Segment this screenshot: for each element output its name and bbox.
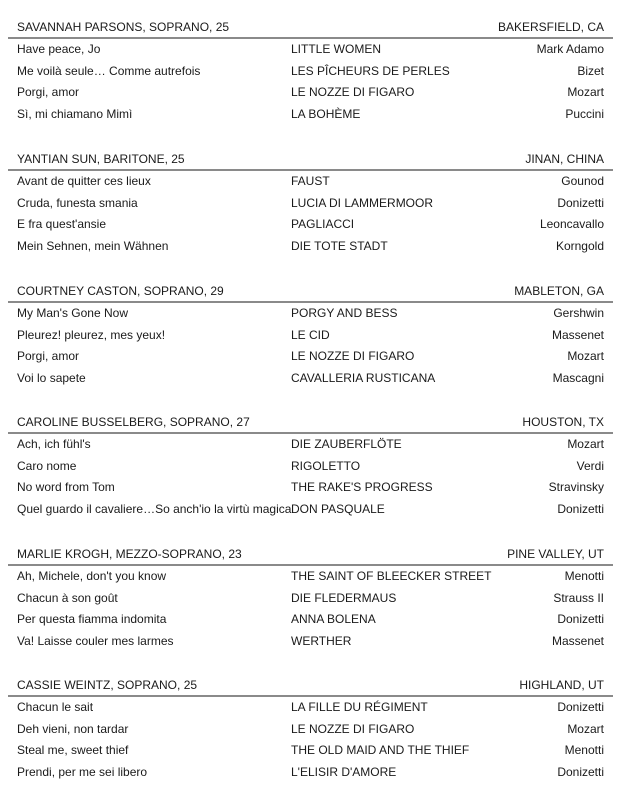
composer-name: Donizetti bbox=[557, 196, 604, 210]
repertoire-row bbox=[0, 239, 619, 259]
repertoire-row bbox=[0, 591, 619, 611]
opera-title: LE NOZZE DI FIGARO bbox=[291, 349, 415, 363]
singer-header bbox=[0, 271, 619, 301]
aria-title: Deh vieni, non tardar bbox=[17, 722, 129, 736]
composer-name: Menotti bbox=[564, 743, 604, 757]
aria-title: Chacun le sait bbox=[17, 700, 94, 714]
opera-title: PORGY AND BESS bbox=[291, 306, 398, 320]
singer-hometown: HIGHLAND, UT bbox=[519, 678, 604, 692]
opera-title: PAGLIACCI bbox=[291, 217, 355, 231]
repertoire-row bbox=[0, 174, 619, 194]
aria-title: E fra quest'ansie bbox=[17, 217, 107, 231]
composer-name: Puccini bbox=[565, 107, 604, 121]
repertoire-row bbox=[0, 634, 619, 654]
aria-title: Chacun à son goût bbox=[17, 591, 118, 605]
divider-rule bbox=[8, 169, 613, 171]
singer-section bbox=[0, 665, 619, 795]
aria-title: Steal me, sweet thief bbox=[17, 743, 129, 757]
composer-name: Strauss II bbox=[553, 591, 604, 605]
composer-name: Mascagni bbox=[552, 371, 604, 385]
composer-name: Mozart bbox=[567, 349, 604, 363]
repertoire-row bbox=[0, 64, 619, 84]
singer-section bbox=[0, 139, 619, 269]
opera-title: THE OLD MAID AND THE THIEF bbox=[291, 743, 470, 757]
opera-title: LUCIA DI LAMMERMOOR bbox=[291, 196, 434, 210]
singer-name: CAROLINE BUSSELBERG, SOPRANO, 27 bbox=[17, 415, 250, 429]
opera-title: DIE FLEDERMAUS bbox=[291, 591, 397, 605]
opera-title: CAVALLERIA RUSTICANA bbox=[291, 371, 436, 385]
singer-name: COURTNEY CASTON, SOPRANO, 29 bbox=[17, 284, 224, 298]
composer-name: Donizetti bbox=[557, 765, 604, 779]
composer-name: Donizetti bbox=[557, 502, 604, 516]
repertoire-row bbox=[0, 569, 619, 589]
singer-hometown: HOUSTON, TX bbox=[522, 415, 604, 429]
opera-title: LE NOZZE DI FIGARO bbox=[291, 85, 415, 99]
divider-rule bbox=[8, 695, 613, 697]
aria-title: Me voilà seule… Comme autrefois bbox=[17, 64, 201, 78]
aria-title: Pleurez! pleurez, mes yeux! bbox=[17, 328, 166, 342]
aria-title: Avant de quitter ces lieux bbox=[17, 174, 151, 188]
repertoire-row bbox=[0, 480, 619, 500]
aria-title: Porgi, amor bbox=[17, 85, 80, 99]
opera-title: FAUST bbox=[291, 174, 330, 188]
composer-name: Gershwin bbox=[553, 306, 604, 320]
singer-name: CASSIE WEINTZ, SOPRANO, 25 bbox=[17, 678, 198, 692]
singer-section bbox=[0, 534, 619, 664]
aria-title: Have peace, Jo bbox=[17, 42, 101, 56]
repertoire-row bbox=[0, 437, 619, 457]
opera-title: DIE TOTE STADT bbox=[291, 239, 388, 253]
aria-title: Cruda, funesta smania bbox=[17, 196, 138, 210]
opera-title: LITTLE WOMEN bbox=[291, 42, 382, 56]
opera-title: L'ELISIR D'AMORE bbox=[291, 765, 397, 779]
aria-title: Per questa fiamma indomita bbox=[17, 612, 167, 626]
aria-title: Caro nome bbox=[17, 459, 77, 473]
singer-header bbox=[0, 7, 619, 37]
opera-title: DON PASQUALE bbox=[291, 502, 385, 516]
singer-hometown: JINAN, CHINA bbox=[525, 152, 604, 166]
aria-title: Mein Sehnen, mein Wähnen bbox=[17, 239, 169, 253]
composer-name: Mozart bbox=[567, 85, 604, 99]
repertoire-row bbox=[0, 328, 619, 348]
divider-rule bbox=[8, 37, 613, 39]
repertoire-row bbox=[0, 196, 619, 216]
repertoire-row bbox=[0, 612, 619, 632]
aria-title: My Man's Gone Now bbox=[17, 306, 128, 320]
singer-header bbox=[0, 402, 619, 432]
composer-name: Mozart bbox=[567, 437, 604, 451]
singer-section bbox=[0, 271, 619, 401]
composer-name: Korngold bbox=[555, 239, 604, 253]
singer-hometown: PINE VALLEY, UT bbox=[507, 547, 604, 561]
aria-title: Va! Laisse couler mes larmes bbox=[17, 634, 174, 648]
singer-name: YANTIAN SUN, BARITONE, 25 bbox=[17, 152, 185, 166]
repertoire-row bbox=[0, 42, 619, 62]
divider-rule bbox=[8, 301, 613, 303]
repertoire-row bbox=[0, 502, 619, 522]
composer-name: Mozart bbox=[567, 722, 604, 736]
composer-name: Donizetti bbox=[557, 612, 604, 626]
composer-name: Gounod bbox=[561, 174, 604, 188]
aria-title: No word from Tom bbox=[17, 480, 115, 494]
composer-name: Massenet bbox=[551, 328, 604, 342]
opera-title: WERTHER bbox=[291, 634, 352, 648]
composer-name: Leoncavallo bbox=[539, 217, 604, 231]
opera-title: LA BOHÈME bbox=[291, 107, 361, 121]
repertoire-row bbox=[0, 217, 619, 237]
repertoire-row bbox=[0, 765, 619, 785]
singer-name: MARLIE KROGH, MEZZO-SOPRANO, 23 bbox=[17, 547, 242, 561]
composer-name: Bizet bbox=[577, 64, 604, 78]
repertoire-row bbox=[0, 349, 619, 369]
repertoire-row bbox=[0, 85, 619, 105]
aria-title: Prendi, per me sei libero bbox=[17, 765, 148, 779]
opera-title: ANNA BOLENA bbox=[291, 612, 376, 626]
opera-title: RIGOLETTO bbox=[291, 459, 361, 473]
repertoire-row bbox=[0, 306, 619, 326]
aria-title: Voi lo sapete bbox=[17, 371, 86, 385]
opera-title: THE SAINT OF BLEECKER STREET bbox=[291, 569, 492, 583]
singer-hometown: MABLETON, GA bbox=[514, 284, 604, 298]
divider-rule bbox=[8, 564, 613, 566]
aria-title: Quel guardo il cavaliere…So anch'io la virtù magica bbox=[17, 502, 292, 516]
composer-name: Stravinsky bbox=[548, 480, 604, 494]
opera-title: LE NOZZE DI FIGARO bbox=[291, 722, 415, 736]
composer-name: Massenet bbox=[551, 634, 604, 648]
repertoire-row bbox=[0, 371, 619, 391]
opera-title: THE RAKE'S PROGRESS bbox=[291, 480, 433, 494]
composer-name: Verdi bbox=[576, 459, 604, 473]
opera-title: LA FILLE DU RÉGIMENT bbox=[291, 700, 428, 714]
aria-title: Ach, ich fühl's bbox=[17, 437, 91, 451]
aria-title: Sì, mi chiamano Mimì bbox=[17, 107, 133, 121]
repertoire-row bbox=[0, 459, 619, 479]
aria-title: Ah, Michele, don't you know bbox=[17, 569, 167, 583]
composer-name: Menotti bbox=[564, 569, 604, 583]
repertoire-row bbox=[0, 700, 619, 720]
singer-hometown: BAKERSFIELD, CA bbox=[497, 20, 604, 34]
singer-header bbox=[0, 534, 619, 564]
repertoire-row bbox=[0, 107, 619, 127]
composer-name: Mark Adamo bbox=[536, 42, 604, 56]
aria-title: Porgi, amor bbox=[17, 349, 80, 363]
opera-title: DIE ZAUBERFLÖTE bbox=[291, 437, 402, 451]
repertoire-row bbox=[0, 722, 619, 742]
singer-header bbox=[0, 665, 619, 695]
repertoire-row bbox=[0, 743, 619, 763]
singer-header bbox=[0, 139, 619, 169]
opera-title: LE CID bbox=[291, 328, 330, 342]
composer-name: Donizetti bbox=[557, 700, 604, 714]
singer-section bbox=[0, 402, 619, 532]
singer-name: SAVANNAH PARSONS, SOPRANO, 25 bbox=[17, 20, 230, 34]
divider-rule bbox=[8, 432, 613, 434]
singer-section bbox=[0, 7, 619, 137]
opera-title: LES PÎCHEURS DE PERLES bbox=[291, 64, 450, 78]
